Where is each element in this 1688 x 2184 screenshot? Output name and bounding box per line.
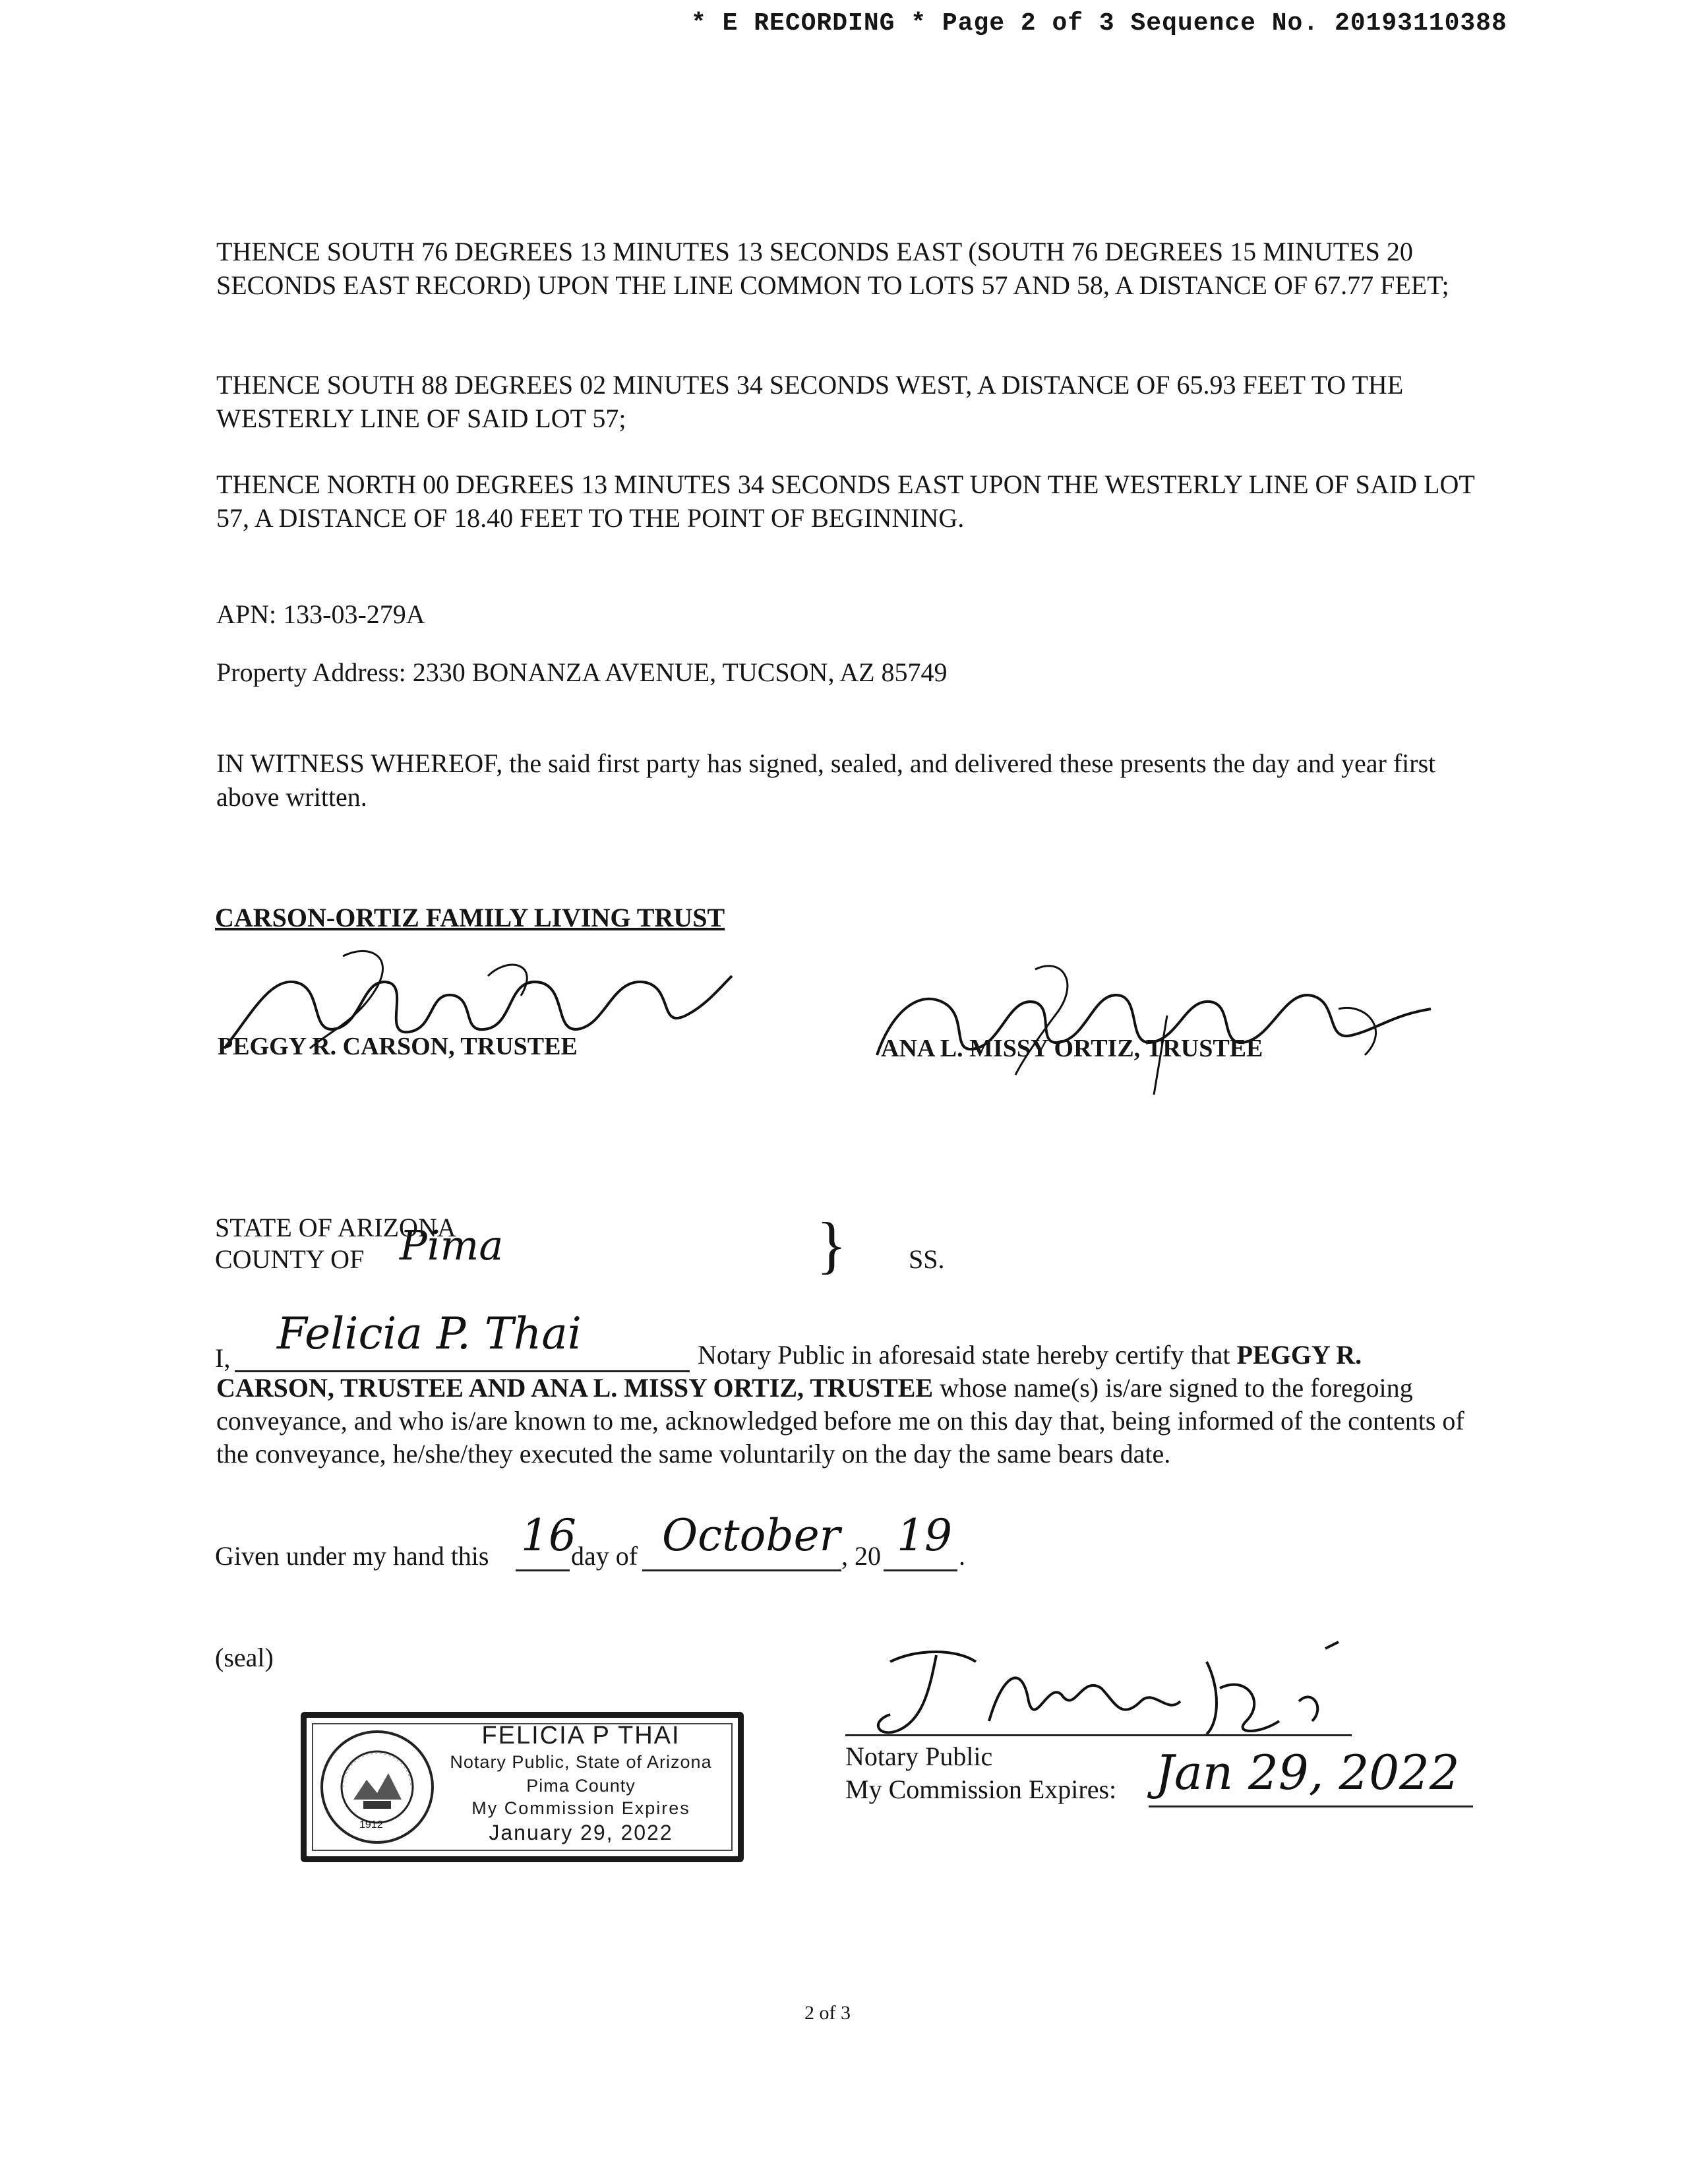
legal-paragraph-3: THENCE NORTH 00 DEGREES 13 MINUTES 34 SECONDS EAST UPON THE WESTERLY LINE OF SAID LOT 57, A DISTANCE OF 18.40 FEET TO THE POINT OF BEGINNING. [216,470,1475,533]
given-day: 16 [521,1510,576,1561]
venue-brace: } [816,1209,847,1280]
venue-state: STATE OF ARIZONA [215,1213,456,1242]
stamp-commission-date: January 29, 2022 [489,1821,673,1844]
round-seal-year: 1912 [359,1819,383,1831]
notary-text-after: whose name(s) is/are signed to the foregoing conveyance, and who is/are known to me, acknowledged before me on this day that, being informed of the contents of the conveyance, he/she/they executed the same voluntarily on the day the same bears date. [216,1373,1464,1469]
given-year-blank [884,1569,957,1571]
given-prefix: Given under my hand this [215,1541,489,1571]
venue-county-label: COUNTY OF [215,1244,365,1274]
apn: APN: 133-03-279A [216,599,425,629]
notary-text-before: Notary Public in aforesaid state hereby certify that [698,1340,1237,1370]
county-handwritten: Pima [400,1221,504,1269]
given-year-prefix: , 20 [841,1541,881,1571]
recording-header: * E RECORDING * Page 2 of 3 Sequence No. 20193110388 [691,9,1507,38]
stamp-county: Pima County [526,1776,636,1796]
commission-expires-label: My Commission Expires: [845,1774,1117,1804]
seal-label: (seal) [215,1643,274,1672]
notary-certified-names: PEGGY R. CARSON, TRUSTEE AND ANA L. MISSY ORTIZ, TRUSTEE [216,1340,1362,1403]
notary-certification [216,1339,1476,1471]
legal-paragraph-2: THENCE SOUTH 88 DEGREES 02 MINUTES 34 SECONDS WEST, A DISTANCE OF 65.93 FEET TO THE WESTERLY LINE OF SAID LOT 57; [216,370,1404,433]
given-day-of: day of [571,1541,638,1571]
stamp-notary-line: Notary Public, State of Arizona [450,1752,712,1772]
notary-stamp [301,1712,744,1862]
notary-signature-line [845,1734,1352,1736]
witness-clause: IN WITNESS WHEREOF, the said first party has signed, sealed, and delivered these presents the day and year first above written. [216,748,1436,812]
given-day-blank [516,1569,570,1571]
notary-public-label: Notary Public [845,1742,993,1771]
venue-ss: SS. [909,1244,945,1274]
given-month-blank [642,1569,841,1571]
page-footer: 2 of 3 [804,2002,851,2024]
commission-date-blank [1149,1805,1473,1807]
notary-signature-scribble [851,1622,1365,1741]
given-month: October [662,1510,841,1561]
stamp-name: FELICIA P THAI [481,1722,680,1749]
trust-name: CARSON-ORTIZ FAMILY LIVING TRUST [215,903,725,932]
notary-intro: I, [215,1343,231,1373]
legal-paragraph-1: THENCE SOUTH 76 DEGREES 13 MINUTES 13 SECONDS EAST (SOUTH 76 DEGREES 15 MINUTES 20 SECONDS EAST RECORD) UPON THE LINE COMMON TO LOTS 57 AND 58, A DISTANCE OF 67.77 FEET; [216,237,1449,300]
property-address: Property Address: 2330 BONANZA AVENUE, TUCSON, AZ 85749 [216,657,948,687]
given-period: . [959,1541,965,1571]
signer1-label: PEGGY R. CARSON, TRUSTEE [218,1033,578,1060]
signer2-label: ANA L. MISSY ORTIZ, TRUSTEE [881,1035,1263,1062]
commission-date-handwritten: Jan 29, 2022 [1155,1745,1460,1800]
notary-name-handwritten: Felicia P. Thai [277,1308,582,1359]
given-year: 19 [897,1510,952,1561]
stamp-commission-label: My Commission Expires [471,1798,690,1818]
